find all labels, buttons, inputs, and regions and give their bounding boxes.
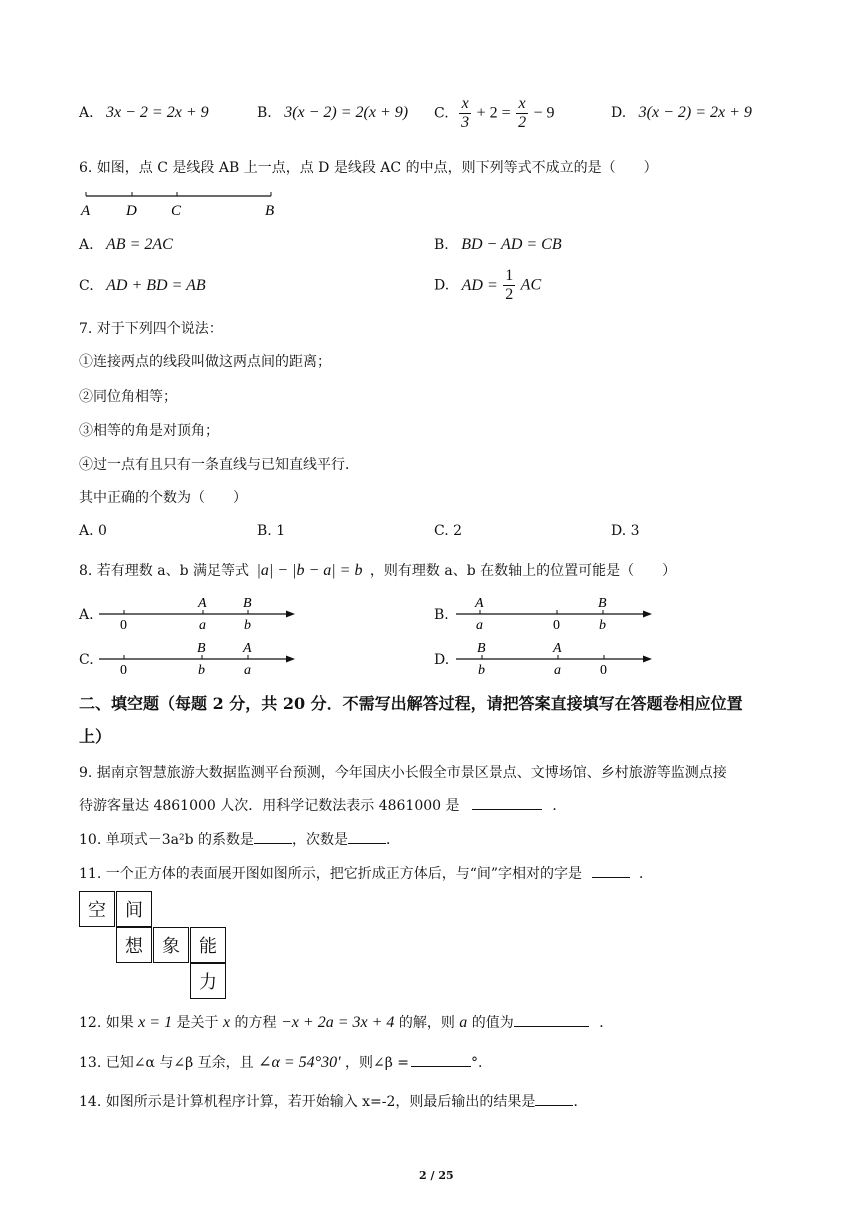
point-label-a: A bbox=[81, 203, 91, 219]
upper-label-a: A bbox=[553, 641, 562, 656]
q11-answer-blank bbox=[592, 863, 630, 878]
q7-option-a: A. 0 bbox=[79, 523, 107, 539]
point-label-d: D bbox=[126, 203, 137, 219]
lower-label-a: a bbox=[199, 618, 206, 633]
q6-option-a: A. AB = 2AC bbox=[79, 236, 173, 253]
zero-label: 0 bbox=[600, 663, 607, 678]
q10-coefficient-blank bbox=[254, 829, 292, 844]
q8-number-line-a bbox=[95, 594, 300, 634]
q8-number-line-c bbox=[95, 639, 300, 679]
q5-option-a-expr: 3x − 2 = 2x + 9 bbox=[106, 104, 209, 121]
q10-degree-blank bbox=[348, 829, 386, 844]
upper-label-b: B bbox=[598, 596, 607, 611]
q7-item-1: ①连接两点的线段叫做这两点间的距离； bbox=[79, 354, 331, 370]
q14-line: 14. 如图所示是计算机程序计算，若开始输入 x=-2，则最后输出的结果是 ． bbox=[79, 1091, 587, 1111]
zero-label: 0 bbox=[553, 618, 560, 633]
q8-stem: 8. 若有理数 a、b 满足等式 |a| − |b − a| = b ，则有理数 a、b 在数轴上的位置可能是（ ） bbox=[79, 562, 677, 579]
cube-face-jian: 间 bbox=[116, 891, 152, 927]
q12-answer-blank bbox=[514, 1012, 589, 1027]
upper-label-b: B bbox=[197, 641, 206, 656]
q7-option-d: D. 3 bbox=[611, 523, 640, 539]
lower-label-b: b bbox=[198, 663, 205, 678]
q6-stem: 6. 如图，点 C 是线段 AB 上一点，点 D 是线段 AC 的中点，则下列等式不成立的是（ ） bbox=[79, 160, 658, 176]
upper-label-b: B bbox=[477, 641, 486, 656]
cube-face-kong: 空 bbox=[79, 891, 115, 927]
q13-line: 13. 已知∠α 与∠β 互余，且 ∠α = 54°30′ ，则∠β = °. bbox=[79, 1054, 483, 1071]
q8-number-line-b bbox=[452, 594, 657, 634]
q6-segment-figure bbox=[76, 186, 286, 220]
q5-option-c-frac1: $\frac{x}{3}$ bbox=[461, 95, 470, 131]
q8-option-d-label: D. bbox=[434, 652, 450, 668]
zero-label: 0 bbox=[120, 663, 127, 678]
lower-label-b: b bbox=[244, 618, 251, 633]
cube-face-xiang: 想 bbox=[116, 927, 152, 963]
q9-answer-blank bbox=[472, 795, 542, 810]
section-2-heading-line2: 上） bbox=[79, 727, 112, 746]
q8-stem-expr: |a| − |b − a| = b bbox=[256, 562, 363, 579]
q7-item-2: ②同位角相等； bbox=[79, 389, 177, 405]
lower-label-a: a bbox=[244, 663, 251, 678]
q10-line: 10. 单项式－3a²b 的系数是 ，次数是 ． bbox=[79, 829, 400, 849]
q7-item-3: ③相等的角是对顶角； bbox=[79, 423, 219, 439]
q5-option-d: D. 3(x − 2) = 2x + 9 bbox=[611, 104, 752, 121]
q9-line2: 待游客量达 4861000 人次．用科学记数法表示 4861000 是 ． bbox=[79, 795, 566, 815]
cube-net-figure bbox=[79, 891, 229, 1001]
q5-option-b: B. 3(x − 2) = 2(x + 9) bbox=[257, 104, 409, 121]
q13-answer-blank bbox=[411, 1052, 471, 1067]
q6-option-d: D. AD = $\frac{1}{2}$ AC bbox=[434, 267, 542, 303]
q7-item-4: ④过一点有且只有一条直线与已知直线平行． bbox=[79, 457, 359, 473]
q8-option-b-label: B. bbox=[434, 607, 449, 623]
lower-label-a: a bbox=[476, 618, 483, 633]
q11-line: 11. 一个正方体的表面展开图如图所示，把它折成正方体后，与“间”字相对的字是 ． bbox=[79, 863, 653, 883]
upper-label-a: A bbox=[198, 596, 207, 611]
lower-label-b: b bbox=[478, 663, 485, 678]
upper-label-a: A bbox=[243, 641, 252, 656]
point-label-c: C bbox=[171, 203, 182, 219]
lower-label-b: b bbox=[599, 618, 606, 633]
q9-line1: 9. 据南京智慧旅游大数据监测平台预测，今年国庆小长假全市景区景点、文博场馆、乡村旅游等监测点接 bbox=[79, 765, 727, 781]
q6-option-c: C. AD + BD = AB bbox=[79, 277, 206, 294]
upper-label-a: A bbox=[475, 596, 484, 611]
q12-line: 12. 如果 x = 1 是关于 x 的方程 −x + 2a = 3x + 4 的解，则 a 的值为 ． bbox=[79, 1014, 614, 1031]
q5-option-c: C. $\frac{x}{3}$ + 2 = $\frac{x}{2}$ − 9 bbox=[434, 95, 555, 131]
q7-question: 其中正确的个数为（ ） bbox=[79, 490, 247, 506]
point-label-b: B bbox=[265, 203, 275, 219]
cube-face-xiang2: 象 bbox=[153, 927, 189, 963]
cube-face-li: 力 bbox=[190, 963, 226, 999]
q8-option-a-label: A. bbox=[79, 607, 94, 623]
q5-option-b-expr: 3(x − 2) = 2(x + 9) bbox=[284, 104, 409, 121]
q7-stem: 7. 对于下列四个说法： bbox=[79, 321, 223, 337]
cube-face-neng: 能 bbox=[190, 927, 226, 963]
q8-number-line-d bbox=[452, 639, 657, 679]
lower-label-a: a bbox=[554, 663, 561, 678]
q8-option-c-label: C. bbox=[79, 652, 94, 668]
q5-option-c-frac2: $\frac{x}{2}$ bbox=[518, 95, 527, 131]
q7-option-c: C. 2 bbox=[434, 523, 463, 539]
q6-option-b: B. BD − AD = CB bbox=[434, 236, 562, 253]
section-2-heading-line1: 二、填空题（每题 2 分，共 20 分．不需写出解答过程，请把答案直接填写在答题卷相应位置 bbox=[79, 694, 743, 713]
q14-answer-blank bbox=[535, 1091, 573, 1106]
zero-label: 0 bbox=[120, 618, 127, 633]
q6-option-d-frac: $\frac{1}{2}$ bbox=[505, 267, 514, 303]
q7-option-b: B. 1 bbox=[257, 523, 286, 539]
q5-option-a: A. 3x − 2 = 2x + 9 bbox=[79, 104, 209, 121]
q5-option-d-expr: 3(x − 2) = 2x + 9 bbox=[638, 104, 752, 121]
upper-label-b: B bbox=[243, 596, 252, 611]
page-number: 2 / 25 bbox=[419, 1169, 454, 1182]
